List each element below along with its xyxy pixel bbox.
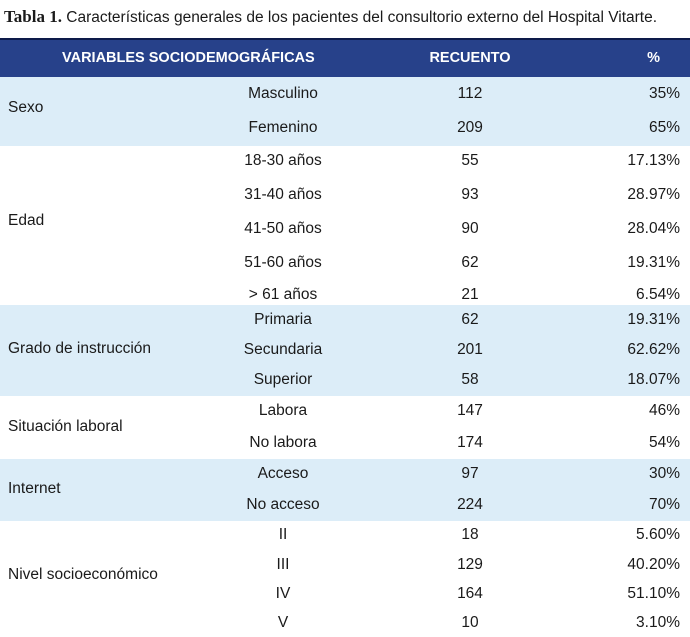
row-category: Femenino (248, 119, 318, 136)
row-percent: 65% (648, 119, 680, 136)
row-category: 18-30 años (244, 152, 322, 169)
row-percent: 28.97% (627, 186, 680, 203)
row-count: 58 (461, 371, 479, 388)
row-category: > 61 años (248, 286, 318, 303)
row-percent: 18.07% (627, 371, 680, 388)
table-group (0, 77, 690, 146)
table-group (0, 305, 690, 396)
row-count: 97 (461, 465, 479, 482)
group-name: Sexo (8, 99, 44, 116)
row-count: 112 (457, 85, 483, 102)
row-category: No acceso (246, 496, 320, 513)
row-percent: 35% (648, 85, 680, 102)
row-percent: 30% (648, 465, 680, 482)
row-percent: 62.62% (627, 341, 680, 358)
header-variables: VARIABLES SOCIODEMOGRÁFICAS (62, 50, 315, 66)
row-category: Acceso (257, 465, 309, 482)
row-count: 21 (461, 286, 479, 303)
row-count: 147 (457, 402, 483, 419)
row-count: 62 (461, 311, 479, 328)
row-count: 164 (457, 585, 483, 602)
table-caption-label: Tabla 1. (4, 7, 62, 26)
table-group (0, 146, 690, 305)
row-percent: 6.54% (636, 286, 680, 303)
row-percent: 17.13% (627, 152, 680, 169)
row-category: II (278, 526, 288, 543)
row-category: Labora (258, 402, 308, 419)
row-category: Masculino (248, 85, 318, 102)
row-count: 93 (461, 186, 479, 203)
header-count: RECUENTO (429, 50, 511, 66)
row-category: 31-40 años (244, 186, 322, 203)
table-group (0, 521, 690, 636)
row-percent: 51.10% (627, 585, 680, 602)
row-percent: 19.31% (627, 311, 680, 328)
table-caption (4, 2, 688, 32)
row-count: 90 (461, 220, 479, 237)
row-percent: 3.10% (636, 614, 680, 631)
row-category: III (276, 556, 290, 573)
row-category: Secundaria (243, 341, 323, 358)
row-count: 55 (461, 152, 479, 169)
row-percent: 54% (648, 434, 680, 451)
table-group (0, 459, 690, 521)
header-percent: % (647, 50, 660, 66)
group-name: Edad (8, 212, 45, 229)
row-category: No labora (249, 434, 317, 451)
group-name: Internet (8, 480, 61, 497)
row-count: 62 (461, 254, 479, 271)
row-count: 174 (457, 434, 483, 451)
row-category: V (277, 614, 289, 631)
row-category: 41-50 años (244, 220, 322, 237)
row-count: 129 (457, 556, 483, 573)
row-count: 10 (461, 614, 479, 631)
row-percent: 28.04% (627, 220, 680, 237)
row-category: 51-60 años (244, 254, 322, 271)
row-category: IV (275, 585, 291, 602)
group-name: Situación laboral (8, 418, 123, 435)
table-caption-text: Características generales de los pacientes del consultorio externo del Hospital Vitarte. (66, 9, 658, 26)
data-table (0, 38, 690, 636)
row-count: 209 (457, 119, 483, 136)
row-count: 224 (457, 496, 483, 513)
row-percent: 70% (648, 496, 680, 513)
table-header (0, 38, 690, 77)
row-category: Primaria (254, 311, 312, 328)
group-name: Nivel socioeconómico (8, 566, 158, 583)
row-category: Superior (253, 371, 313, 388)
row-count: 18 (461, 526, 479, 543)
table-group (0, 396, 690, 459)
row-percent: 46% (648, 402, 680, 419)
group-name: Grado de instrucción (8, 340, 152, 357)
row-percent: 5.60% (636, 526, 680, 543)
row-count: 201 (457, 341, 483, 358)
row-percent: 40.20% (627, 556, 680, 573)
row-percent: 19.31% (627, 254, 680, 271)
